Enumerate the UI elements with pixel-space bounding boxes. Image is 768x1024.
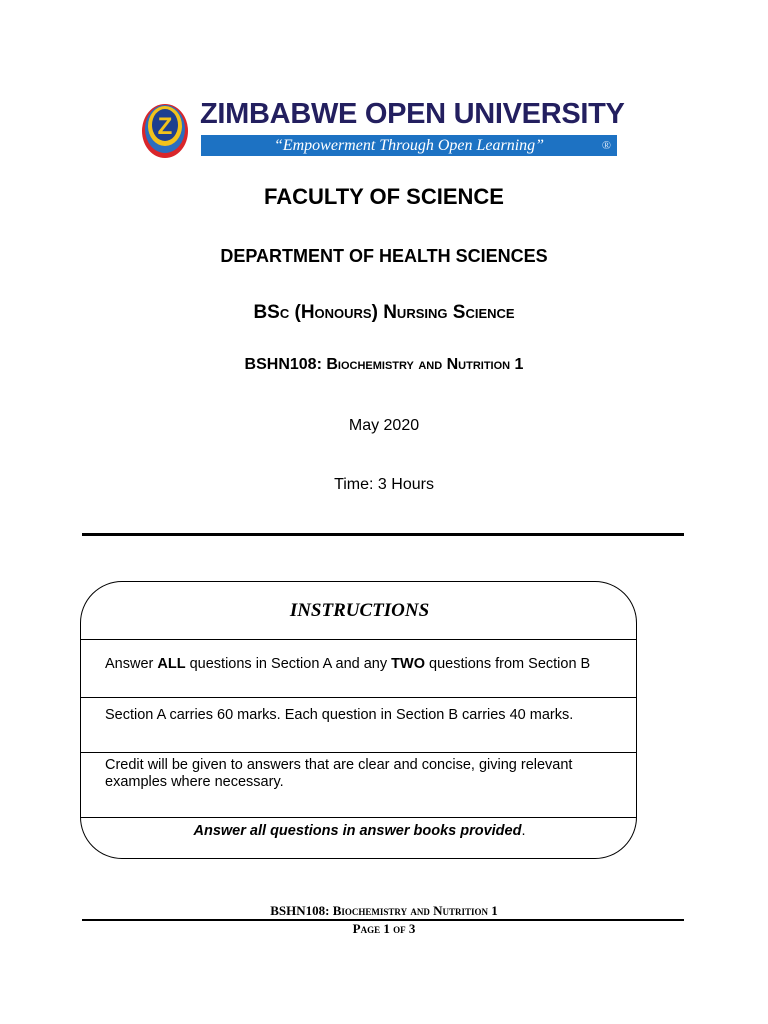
instructions-divider: [81, 697, 637, 698]
instructions-divider: [81, 752, 637, 753]
footer-page-number: Page 1 of 3: [352, 921, 416, 936]
instructions-title: INSTRUCTIONS: [289, 600, 430, 621]
instruction-text: questions from Section B: [424, 656, 591, 672]
faculty-heading: FACULTY OF SCIENCE: [264, 184, 504, 209]
instruction-emphasis: Answer all questions in answer books provided: [193, 823, 522, 839]
instructions-box: [80, 581, 637, 859]
instruction-credit: Credit will be given to answers that are clear and concise, giving relevant examples where necessary.: [105, 757, 573, 790]
footer-course-title: BSHN108: Biochemistry and Nutrition 1: [270, 903, 498, 918]
instructions-divider: [81, 639, 637, 640]
course-heading: BSHN108: Biochemistry and Nutrition 1: [244, 356, 524, 373]
emblem-letter: Z: [157, 113, 173, 140]
university-motto-band: [201, 135, 617, 156]
exam-date: May 2020: [348, 417, 420, 434]
zou-emblem-icon: [140, 99, 190, 159]
university-logo: [140, 97, 625, 163]
registered-mark: ®: [601, 138, 611, 152]
instruction-emphasis: TWO: [391, 656, 425, 672]
instruction-text: questions in Section A and any: [185, 656, 392, 672]
university-name: ZIMBABWE OPEN UNIVERSITY: [200, 98, 625, 130]
instruction-text: Answer: [105, 656, 158, 672]
instruction-answer-books: [81, 823, 637, 839]
instructions-divider: [81, 817, 637, 818]
programme-heading: BSc (Honours) Nursing Science: [253, 302, 515, 323]
department-heading: DEPARTMENT OF HEALTH SCIENCES: [220, 246, 548, 266]
exam-duration: Time: 3 Hours: [334, 476, 434, 493]
instruction-marks: Section A carries 60 marks. Each question in Section B carries 40 marks.: [105, 707, 574, 723]
instruction-emphasis: ALL: [157, 656, 186, 672]
header-divider: [82, 533, 684, 536]
instruction-text: .: [521, 823, 526, 839]
instruction-answer-all: [105, 656, 615, 673]
university-motto: “Empowerment Through Open Learning”: [273, 137, 545, 154]
